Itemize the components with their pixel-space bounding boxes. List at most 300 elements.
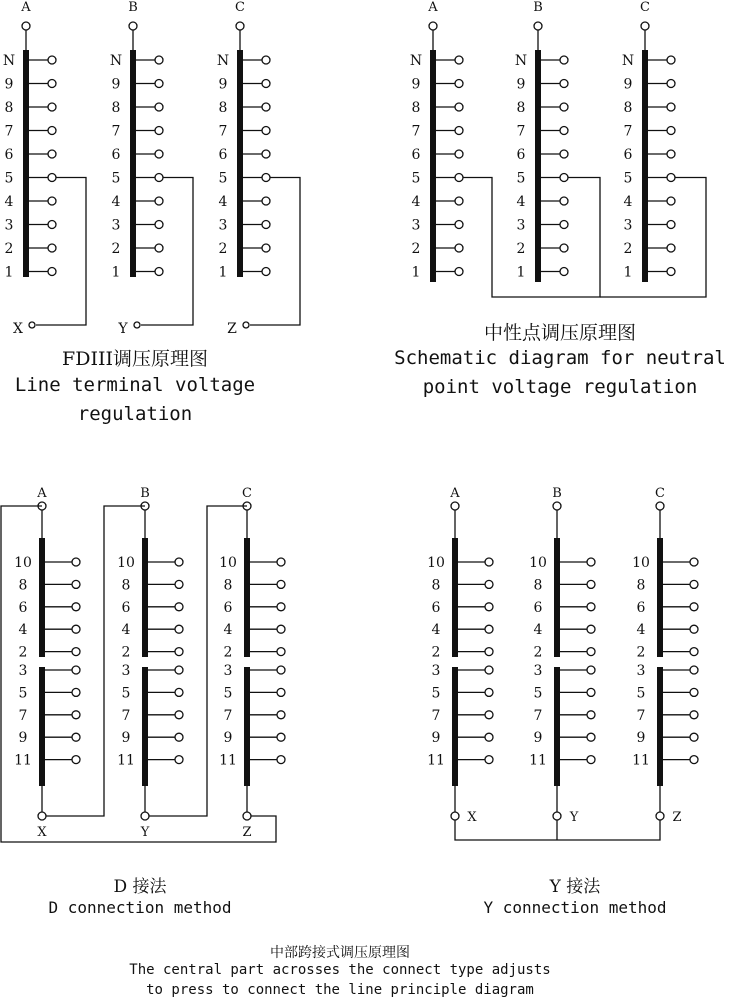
phase-label-b: B (128, 0, 138, 15)
phase-label-c: C (655, 486, 665, 501)
tap-label: 11 (427, 752, 445, 769)
tap-contact (155, 174, 163, 182)
tap-label: 7 (431, 707, 441, 724)
tap-contact (72, 711, 80, 719)
end-terminal-y (553, 812, 561, 820)
tap-label: 5 (223, 685, 233, 702)
end-terminal-z (656, 812, 664, 820)
tap-label: 2 (18, 644, 28, 661)
tap-label: 1 (218, 264, 228, 281)
tap-label: 11 (529, 752, 547, 769)
tap-contact (690, 580, 698, 588)
tap-label: 9 (623, 76, 633, 93)
tap-contact (277, 688, 285, 696)
tap-label: 5 (218, 170, 228, 187)
tap-label: 3 (533, 663, 543, 679)
tap-contact (485, 558, 493, 566)
tap-label: 4 (623, 194, 633, 210)
phase-label-a: A (37, 486, 47, 501)
tap-label: 9 (121, 730, 131, 747)
tap-contact (277, 711, 285, 719)
diagram1-title-en-2: regulation (77, 403, 193, 425)
tap-contact (455, 103, 463, 111)
tap-label: 2 (4, 241, 14, 257)
tap-label: 3 (4, 217, 14, 234)
tap-contact (560, 80, 568, 88)
tap-contact (155, 268, 163, 276)
winding-upper-c (244, 538, 250, 657)
end-label-y: Y (118, 321, 128, 337)
tap-label: 8 (223, 577, 233, 594)
tap-label: 10 (632, 555, 650, 571)
tap-contact (690, 666, 698, 674)
tap-label: 2 (533, 644, 543, 661)
tap-contact (560, 268, 568, 276)
diagram1-title-en-1: Line terminal voltage (14, 374, 256, 396)
winding-lower-b (554, 667, 560, 786)
tap-label: 8 (218, 100, 228, 116)
regulation-link-2 (141, 178, 193, 326)
tap-contact (667, 197, 675, 205)
tap-label: 6 (218, 147, 228, 163)
phase-label-b: B (140, 486, 150, 501)
end-terminal-x (38, 812, 46, 820)
tap-contact (48, 197, 56, 205)
tap-label: 7 (516, 123, 526, 140)
tap-contact (48, 103, 56, 111)
diagram2-title-en-2: point voltage regulation (422, 376, 698, 398)
tap-contact (560, 127, 568, 135)
end-label-x: X (467, 810, 477, 825)
phase-terminal-a (451, 502, 459, 510)
tap-contact (560, 197, 568, 205)
end-label-z: Z (672, 810, 682, 825)
tap-label: 2 (218, 241, 228, 257)
end-terminal-y (141, 812, 149, 820)
tap-contact (455, 244, 463, 252)
tap-contact (277, 558, 285, 566)
tap-label: 7 (111, 123, 121, 140)
tap-contact (155, 197, 163, 205)
tap-label: 10 (427, 555, 445, 571)
tap-contact (277, 625, 285, 633)
diagram3-title-cn: D 接法 (113, 877, 167, 897)
tap-contact (485, 711, 493, 719)
tap-contact (690, 756, 698, 764)
tap-contact (587, 666, 595, 674)
diagram4-title-en: Y connection method (483, 898, 667, 917)
tap-contact (155, 150, 163, 158)
tap-label: 6 (121, 599, 131, 616)
tap-label: N (621, 53, 635, 69)
tap-contact (72, 558, 80, 566)
tap-contact (667, 174, 675, 182)
tap-label: 4 (636, 622, 646, 639)
tap-contact (667, 103, 675, 111)
tap-contact (667, 56, 675, 64)
tap-contact (560, 221, 568, 229)
tap-contact (690, 625, 698, 633)
tap-label: 3 (623, 217, 633, 234)
winding-lower-c (657, 667, 663, 786)
tap-label: 2 (636, 644, 646, 661)
tap-label: 4 (516, 194, 526, 210)
tap-label: 7 (218, 123, 228, 140)
tap-contact (175, 648, 183, 656)
tap-label: 9 (636, 730, 646, 747)
tap-contact (175, 733, 183, 741)
tap-contact (72, 603, 80, 611)
phase-label-a: A (428, 0, 438, 15)
diagram3-title-en: D connection method (48, 898, 232, 917)
phase-terminal-a (22, 22, 30, 30)
tap-label: 3 (121, 663, 131, 679)
tap-contact (155, 56, 163, 64)
tap-contact (485, 733, 493, 741)
tap-label: 4 (223, 622, 233, 639)
tap-contact (455, 174, 463, 182)
tap-contact (262, 80, 270, 88)
tap-contact (155, 103, 163, 111)
tap-contact (690, 558, 698, 566)
diagram3 (1, 486, 285, 842)
tap-contact (560, 174, 568, 182)
tap-label: 5 (18, 685, 28, 702)
tap-contact (455, 80, 463, 88)
tap-label: 4 (218, 194, 228, 210)
tap-contact (587, 580, 595, 588)
end-label-x: X (37, 825, 47, 840)
end-terminal-z (243, 322, 249, 328)
winding-lower-c (244, 667, 250, 786)
tap-label: 8 (533, 577, 543, 594)
tap-contact (560, 244, 568, 252)
tap-contact (587, 756, 595, 764)
tap-label: 6 (223, 599, 233, 616)
tap-contact (485, 580, 493, 588)
tap-label: 7 (636, 707, 646, 724)
tap-label: 9 (111, 76, 121, 93)
tap-contact (155, 221, 163, 229)
tap-contact (587, 688, 595, 696)
tap-label: 5 (121, 685, 131, 702)
tap-label: 7 (623, 123, 633, 140)
winding-upper-b (142, 538, 148, 657)
phase-label-a: A (450, 486, 460, 501)
tap-label: 9 (516, 76, 526, 93)
tap-label: 9 (18, 730, 28, 747)
winding-c (642, 50, 648, 282)
diagram4-title-cn: Y 接法 (549, 877, 601, 897)
tap-contact (485, 603, 493, 611)
tap-label: 8 (121, 577, 131, 594)
tap-label: N (409, 53, 423, 69)
tap-contact (262, 127, 270, 135)
tap-contact (155, 127, 163, 135)
phase-terminal-b (534, 22, 542, 30)
tap-label: 1 (111, 264, 121, 281)
tap-label: 7 (4, 123, 14, 140)
end-terminal-x (29, 322, 35, 328)
tap-contact (667, 80, 675, 88)
tap-label: 8 (411, 100, 421, 116)
tap-label: 8 (111, 100, 121, 116)
tap-contact (485, 648, 493, 656)
tap-contact (587, 625, 595, 633)
tap-contact (587, 711, 595, 719)
tap-contact (262, 150, 270, 158)
tap-label: 4 (18, 622, 28, 639)
tap-contact (587, 733, 595, 741)
phase-terminal-c (236, 22, 244, 30)
tap-label: 8 (636, 577, 646, 594)
tap-contact (667, 244, 675, 252)
tap-label: N (109, 53, 123, 69)
tap-label: 6 (431, 599, 441, 616)
tap-label: 2 (111, 241, 121, 257)
tap-contact (560, 56, 568, 64)
winding-upper-c (657, 538, 663, 657)
tap-contact (72, 733, 80, 741)
winding-lower-b (142, 667, 148, 786)
tap-contact (690, 711, 698, 719)
footer-title-cn: 中部跨接式调压原理图 (270, 945, 410, 961)
tap-label: 7 (223, 707, 233, 724)
tap-contact (262, 197, 270, 205)
tap-label: N (514, 53, 528, 69)
tap-label: 4 (431, 622, 441, 639)
tap-label: 7 (533, 707, 543, 724)
winding-upper-b (554, 538, 560, 657)
tap-contact (48, 268, 56, 276)
footer-line-1: The central part acrosses the connect type adjusts (129, 962, 551, 978)
tap-contact (667, 127, 675, 135)
diagram2-title-cn: 中性点调压原理图 (483, 322, 636, 344)
tap-contact (175, 688, 183, 696)
tap-contact (72, 688, 80, 696)
tap-contact (455, 268, 463, 276)
tap-label: 5 (431, 685, 441, 702)
tap-contact (277, 666, 285, 674)
tap-contact (455, 56, 463, 64)
tap-label: 2 (516, 241, 526, 257)
tap-label: 3 (18, 663, 28, 679)
tap-contact (175, 625, 183, 633)
tap-label: 2 (623, 241, 633, 257)
tap-label: 3 (636, 663, 646, 679)
tap-label: 6 (411, 147, 421, 163)
phase-terminal-c (641, 22, 649, 30)
tap-label: 1 (516, 264, 526, 281)
tap-contact (455, 221, 463, 229)
winding-lower-a (39, 667, 45, 786)
tap-contact (155, 244, 163, 252)
tap-contact (690, 603, 698, 611)
tap-label: 9 (533, 730, 543, 747)
tap-contact (48, 56, 56, 64)
tap-label: 3 (431, 663, 441, 679)
winding-upper-a (39, 538, 45, 657)
tap-contact (262, 244, 270, 252)
tap-label: 3 (516, 217, 526, 234)
tap-label: 9 (411, 76, 421, 93)
tap-label: 6 (516, 147, 526, 163)
tap-contact (48, 127, 56, 135)
tap-contact (262, 268, 270, 276)
tap-label: 4 (411, 194, 421, 210)
tap-label: 10 (529, 555, 547, 571)
tap-label: 9 (4, 76, 14, 93)
tap-contact (277, 580, 285, 588)
tap-label: 6 (533, 599, 543, 616)
tap-contact (175, 603, 183, 611)
tap-contact (48, 221, 56, 229)
tap-contact (175, 711, 183, 719)
diagram1-title-cn: FDIII调压原理图 (62, 348, 208, 370)
phase-label-b: B (533, 0, 543, 15)
phase-terminal-a (429, 22, 437, 30)
tap-contact (262, 174, 270, 182)
tap-label: 11 (117, 752, 135, 769)
tap-label: 3 (218, 217, 228, 234)
tap-contact (175, 558, 183, 566)
tap-label: 5 (623, 170, 633, 187)
phase-label-a: A (21, 0, 31, 15)
tap-label: 7 (121, 707, 131, 724)
tap-label: 11 (632, 752, 650, 769)
tap-contact (485, 625, 493, 633)
tap-label: 6 (623, 147, 633, 163)
phase-label-c: C (235, 0, 245, 15)
tap-label: 5 (411, 170, 421, 187)
tap-contact (277, 603, 285, 611)
tap-contact (277, 648, 285, 656)
tap-contact (175, 756, 183, 764)
tap-label: 11 (14, 752, 32, 769)
diagram2-title-en-1: Schematic diagram for neutral (394, 347, 726, 369)
tap-contact (262, 56, 270, 64)
diagram1 (3, 0, 300, 337)
tap-label: 1 (4, 264, 14, 281)
tap-contact (667, 268, 675, 276)
end-label-z: Z (242, 825, 252, 840)
tap-label: 1 (411, 264, 421, 281)
tap-label: 6 (111, 147, 121, 163)
tap-label: N (216, 53, 230, 69)
footer-line-2: to press to connect the line principle diagram (146, 982, 534, 998)
tap-contact (175, 580, 183, 588)
tap-label: 8 (623, 100, 633, 116)
winding-lower-a (452, 667, 458, 786)
delta-link-c-y (149, 506, 247, 816)
diagram4 (427, 486, 698, 840)
tap-contact (48, 244, 56, 252)
tap-label: 6 (18, 599, 28, 616)
delta-link-b-x (46, 506, 145, 816)
tap-label: 10 (117, 555, 135, 571)
tap-label: 8 (431, 577, 441, 594)
tap-label: 8 (516, 100, 526, 116)
tap-contact (72, 580, 80, 588)
tap-contact (485, 756, 493, 764)
tap-label: 4 (111, 194, 121, 210)
tap-contact (48, 174, 56, 182)
phase-terminal-b (553, 502, 561, 510)
tap-contact (72, 625, 80, 633)
tap-contact (72, 648, 80, 656)
winding-b (535, 50, 541, 282)
end-terminal-z (243, 812, 251, 820)
end-terminal-x (451, 812, 459, 820)
regulation-link-1 (36, 178, 86, 326)
tap-contact (690, 733, 698, 741)
tap-label: 5 (111, 170, 121, 187)
phase-label-c: C (640, 0, 650, 15)
tap-contact (587, 648, 595, 656)
tap-label: 9 (218, 76, 228, 93)
tap-label: 10 (14, 555, 32, 571)
tap-label: 3 (111, 217, 121, 234)
tap-contact (690, 688, 698, 696)
end-label-x: X (13, 321, 23, 337)
tap-label: 8 (18, 577, 28, 594)
tap-label: 4 (121, 622, 131, 639)
end-label-y: Y (569, 810, 579, 825)
tap-contact (72, 756, 80, 764)
tap-label: 5 (516, 170, 526, 187)
tap-label: 2 (121, 644, 131, 661)
tap-label: 2 (223, 644, 233, 661)
tap-label: 8 (4, 100, 14, 116)
diagram2 (410, 0, 706, 297)
tap-contact (485, 666, 493, 674)
tap-contact (262, 103, 270, 111)
tap-label: 5 (4, 170, 14, 187)
phase-terminal-c (656, 502, 664, 510)
tap-label: 3 (411, 217, 421, 234)
tap-contact (587, 603, 595, 611)
tap-label: 5 (636, 685, 646, 702)
tap-contact (155, 80, 163, 88)
tap-contact (277, 756, 285, 764)
phase-terminal-b (129, 22, 137, 30)
tap-label: 11 (219, 752, 237, 769)
tap-label: 2 (411, 241, 421, 257)
tap-contact (455, 127, 463, 135)
tap-contact (48, 80, 56, 88)
neutral-link-c (600, 178, 706, 298)
tap-contact (667, 221, 675, 229)
tap-contact (560, 150, 568, 158)
tap-label: N (2, 53, 16, 69)
winding-upper-a (452, 538, 458, 657)
tap-contact (175, 666, 183, 674)
tap-contact (587, 558, 595, 566)
tap-label: 1 (623, 264, 633, 281)
tap-label: 10 (219, 555, 237, 571)
phase-label-c: C (242, 486, 252, 501)
tap-label: 5 (533, 685, 543, 702)
tap-label: 6 (4, 147, 14, 163)
phase-label-b: B (552, 486, 562, 501)
tap-label: 2 (431, 644, 441, 661)
tap-label: 4 (533, 622, 543, 639)
tap-contact (48, 150, 56, 158)
end-label-y: Y (140, 825, 150, 840)
tap-contact (455, 197, 463, 205)
winding-a (430, 50, 436, 282)
tap-contact (667, 150, 675, 158)
